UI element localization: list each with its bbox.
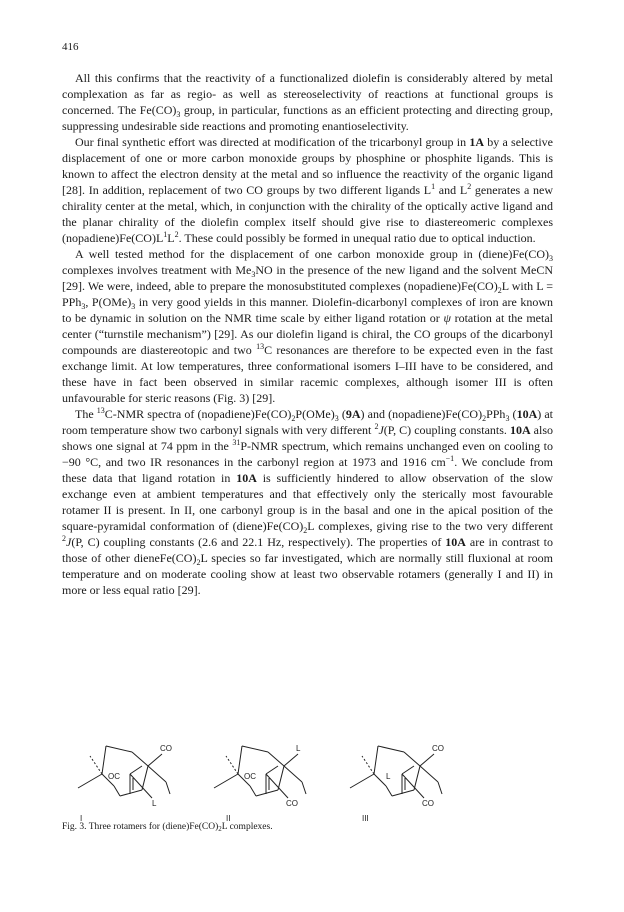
ligand-label: L: [296, 744, 301, 753]
rotamer-drawing: [344, 738, 454, 810]
ligand-label: CO: [432, 744, 444, 753]
ligand-label: CO: [286, 799, 298, 808]
body-text: [62, 70, 553, 598]
figure-caption: Fig. 3. Three rotamers for $(diene)Fe(CO)_2L$ complexes.: [62, 822, 273, 833]
paragraph: All this confirms that the reactivity of a functionalized diolefin is considerably altered by metal complexation as far as regio- as well as stereoselectivity of reactions at functional groups is concerned. The $Fe(CO)_3$ group, in particular, functions as an efficient protecting and directing group, suppressing undesirable side reactions and promoting enantioselectivity.: [62, 71, 553, 133]
rotamer-label: I: [80, 814, 83, 823]
rotamer-drawing: [72, 738, 182, 810]
rotamer-label: III: [362, 814, 369, 823]
paragraph: The $^{13}$C-NMR spectra of $(nopadiene)Fe(CO)_2P(OMe)_3$ (9A) and $(nopadiene)Fe(CO)_2PPh_3$ (10A) at room temperature show two carbonyl signals with very different $^2$J(P, C) coupling constants. 10A also shows one signal at 74 ppm in the $^{31}$P-NMR spectrum, which remains unchanged even on cooling to −90 °C, and two IR resonances in the carbonyl region at 1973 and 1916 $cm^{-1}$. We conclude from these data that ligand rotation in 10A is sufficiently hindered to allow observation of the slow exchange even at ambient temperatures and that effectively only the sterically most favourable rotamer II is present. In II, one carbonyl group is in the basal and one in the apical position of the square-pyramidal conformation of $(diene)Fe(CO)_2L$ complexes, giving rise to the two very different $^2$J(P, C) coupling constants (2.6 and 22.1 Hz, respectively). The properties of 10A are in contrast to those of other $dieneFe(CO)_2L$ species so far investigated, which are normally still fluxional at room temperature and on moderate cooling show at least two observable rotamers (generally I and II) in more or less equal ratio [29].: [62, 406, 554, 597]
rotamer-structure: [72, 738, 222, 818]
ligand-label: L: [152, 799, 157, 808]
paragraph: A well tested method for the displacement of one carbon monoxide group in $(diene)Fe(CO)_3$ complexes involves treatment with $Me_3NO$ in the presence of the new ligand and the solvent MeCN [29]. We were, indeed, able to prepare the monosubstituted complexes $(nopadiene)Fe(CO)_2L$ with L = PPh$_3$, $P(OMe)_3$ in very good yields in this manner. Diolefin-dicarbonyl complexes of iron are known to be dynamic in solution on the NMR time scale by either ligand rotation or ψ rotation at the metal center (“turnstile mechanism”) [29]. As our diolefin ligand is chiral, the CO groups of the dicarbonyl compounds are diastereotopic and two $^{13}$C resonances are therefore to be expected even in the fast exchange limit. At low temperatures, three conformational isomers I–III have to be considered, and these have in fact been observed in similar racemic complexes, although isomer III is often unfavourable for steric reasons (Fig. 3) [29].: [62, 247, 554, 405]
rotamer-label: II: [226, 814, 231, 823]
ligand-label: CO: [160, 744, 172, 753]
ligand-label: OC: [244, 772, 256, 781]
ligand-label: L: [386, 772, 391, 781]
rotamer-structure: [344, 738, 494, 818]
paragraph: Our final synthetic effort was directed at modification of the tricarbonyl group in 1A by a selective displacement of one or more carbon monoxide groups by phosphine or phosphite ligands. This is known to affect the electron density at the metal and so influence the reactivity of the organic ligand [28]. In addition, replacement of two CO groups by two different ligands $L^1$ and $L^2$ generates a new chirality center at the metal, which, in conjunction with the chirality of the optically active ligand and the planar chirality of the diolefin complex itself should give rise to diastereomeric complexes $(nopadiene)Fe(CO)L^1L^2$. These could possibly be formed in unequal ratio due to optical induction.: [62, 135, 553, 245]
ligand-label: OC: [108, 772, 120, 781]
rotamer-structure: [208, 738, 358, 818]
rotamer-drawing: [208, 738, 318, 810]
page-number: 416: [62, 41, 79, 53]
ligand-label: CO: [422, 799, 434, 808]
